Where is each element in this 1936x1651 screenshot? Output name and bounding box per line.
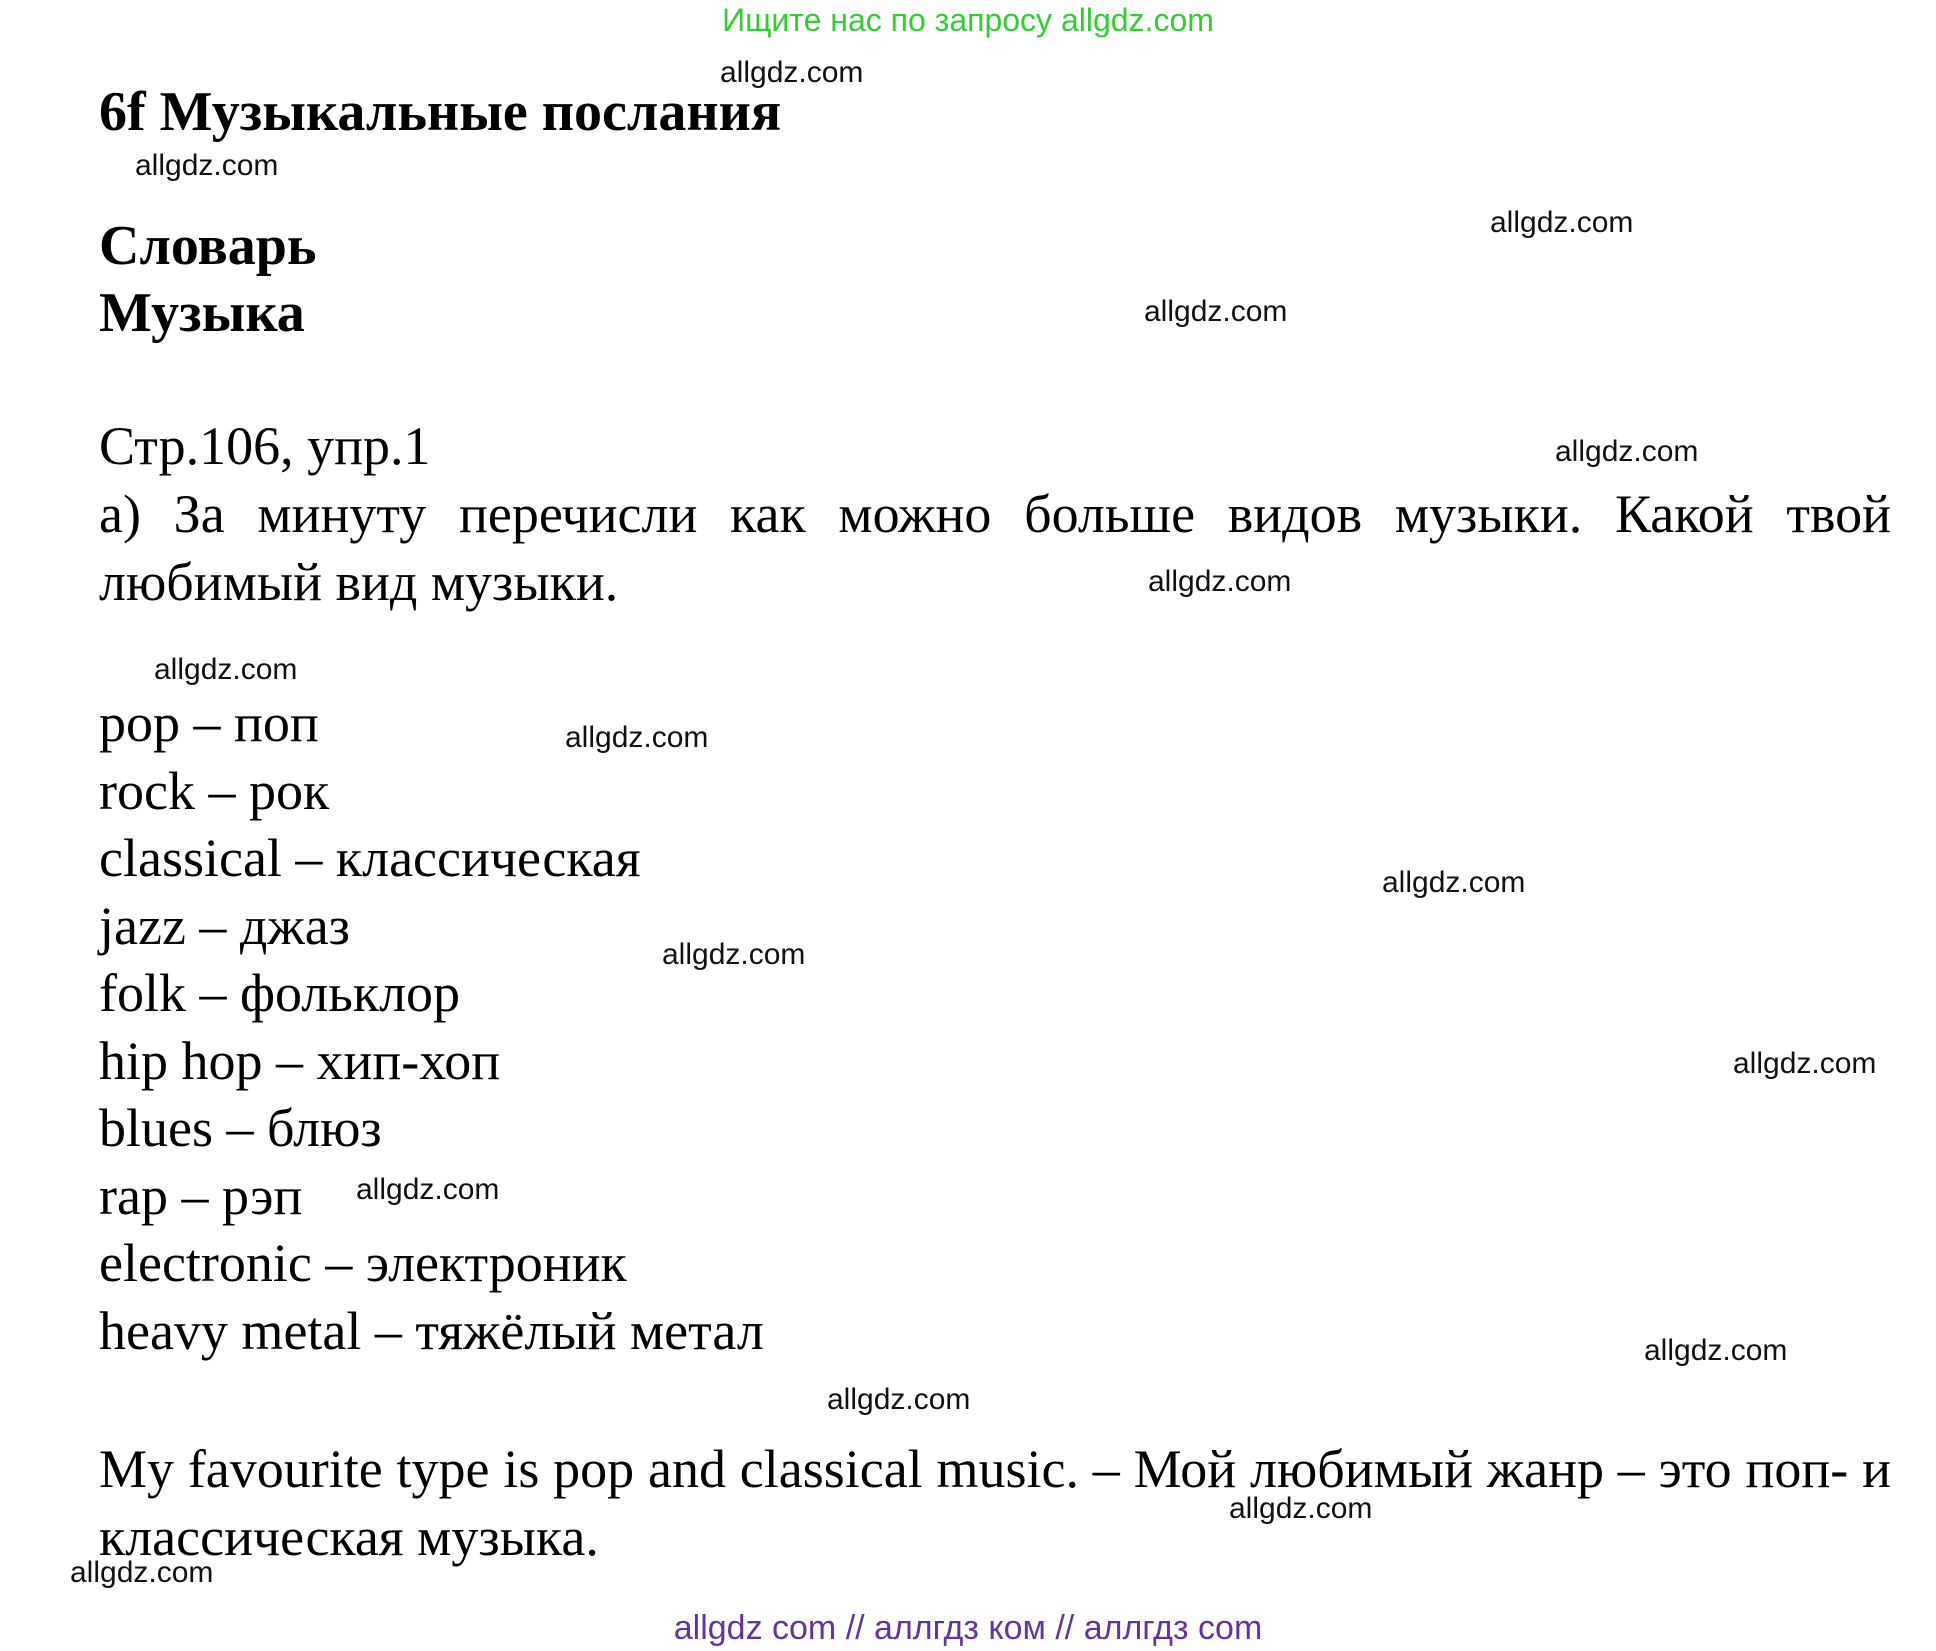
watermark: allgdz.com (154, 653, 298, 686)
watermark: allgdz.com (565, 721, 709, 754)
vocabulary-item: pop – поп (99, 693, 319, 753)
watermark: allgdz.com (135, 149, 279, 182)
watermark: allgdz.com (1490, 206, 1634, 239)
section-heading-music: Музыка (99, 282, 305, 344)
watermark: allgdz.com (1144, 295, 1288, 328)
vocabulary-list (99, 690, 764, 1365)
watermark: allgdz.com (70, 1556, 214, 1589)
vocabulary-item: heavy metal – тяжёлый метал (99, 1300, 764, 1361)
watermark: allgdz.com (1555, 435, 1699, 468)
watermark: allgdz.com (827, 1383, 971, 1416)
watermark: allgdz.com (720, 56, 864, 89)
page-title: 6f Музыкальные послания (99, 81, 782, 143)
vocabulary-item: hip hop – хип-хоп (99, 1030, 501, 1091)
watermark: allgdz.com (662, 938, 806, 971)
watermark: allgdz.com (1229, 1492, 1373, 1525)
vocabulary-item: rock – рок (99, 760, 330, 821)
watermark: allgdz.com (1733, 1047, 1877, 1080)
watermark: allgdz.com (356, 1173, 500, 1206)
watermark: allgdz.com (1644, 1334, 1788, 1367)
vocabulary-item: folk – фольклор (99, 963, 461, 1023)
bottom-banner: allgdz com // аллгдз ком // аллгдз com (673, 1609, 1263, 1647)
watermark: allgdz.com (1148, 565, 1292, 598)
watermark: allgdz.com (1382, 866, 1526, 899)
vocabulary-item: rap – рэп (99, 1165, 303, 1226)
top-banner: Ищите нас по запросу allgdz.com (722, 2, 1214, 38)
exercise-task: а) За минуту перечисли как можно больше видов музыки. Какой твой любимый вид музыки. (99, 484, 1891, 612)
vocabulary-item: electronic – электроник (99, 1233, 627, 1293)
section-heading-dictionary: Словарь (99, 215, 317, 277)
vocabulary-item: classical – классическая (99, 828, 641, 888)
vocabulary-item: blues – блюз (99, 1098, 382, 1158)
answer-text: My favourite type is pop and classical music. – Мой любимый жанр – это поп- и классическая музыка. (99, 1439, 1891, 1567)
exercise-reference: Стр.106, упр.1 (99, 416, 431, 476)
vocabulary-item: jazz – джаз (99, 895, 350, 956)
